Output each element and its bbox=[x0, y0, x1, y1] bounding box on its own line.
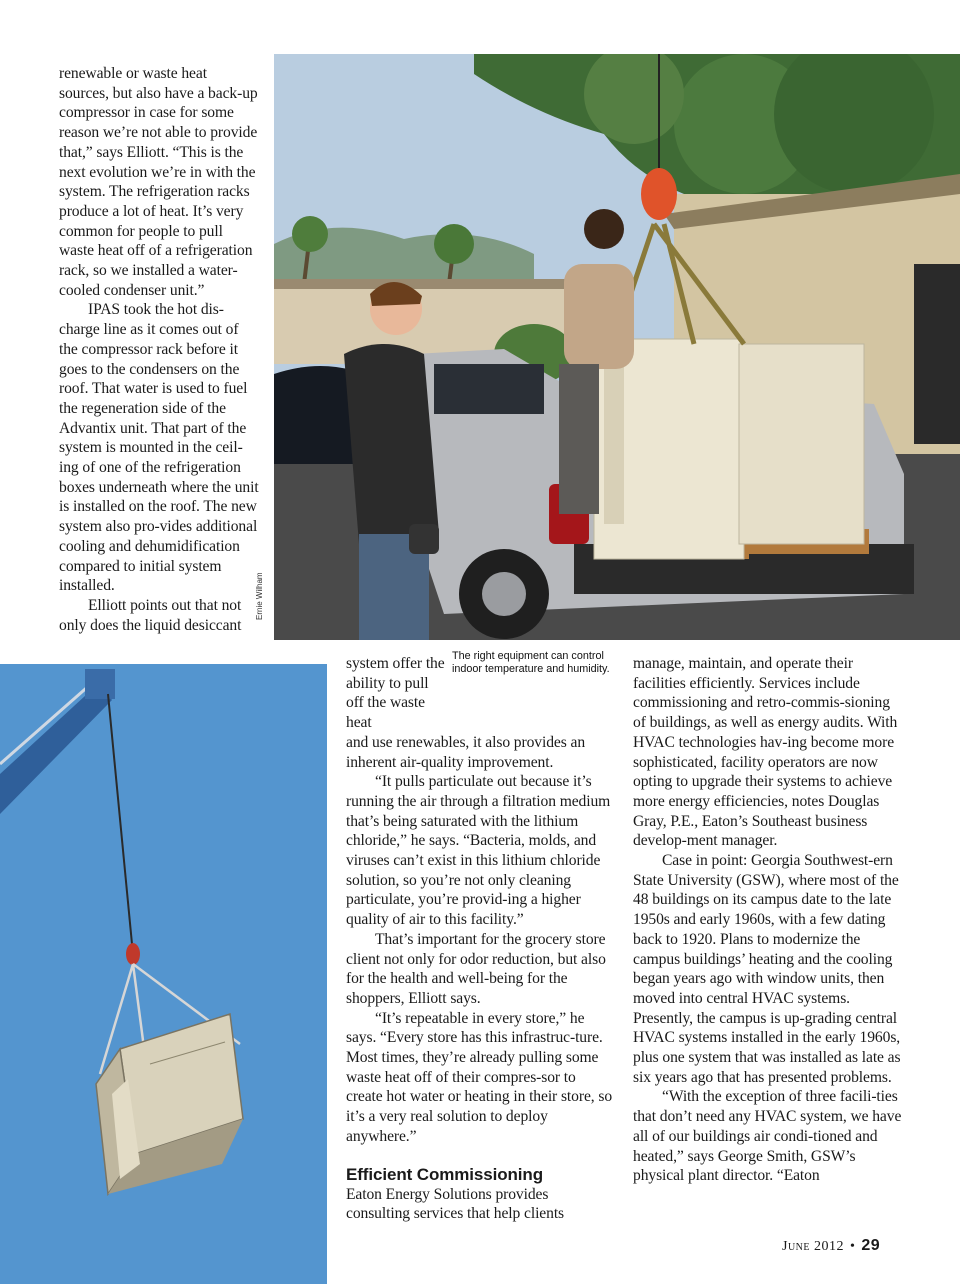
footer-separator: • bbox=[850, 1239, 856, 1254]
page-footer bbox=[782, 1237, 880, 1255]
middle-paragraph-1-start: system offer the ability to pull off the waste heat bbox=[346, 655, 445, 732]
photo-truck-loading bbox=[274, 54, 960, 640]
right-paragraph-1: manage, maintain, and operate their facilities efficiently. Services include commissioning and retro-commis-sioning of buildings, as well as energy audits. With HVAC technologies hav-ing become more sophisticated, facility operators are now opting to upgrade their systems to achieve more energy efficiencies, notes Douglas Gray, P.E., Eaton’s Southeast business develop-ment manager. bbox=[633, 655, 898, 850]
photo-caption: The right equipment can control indoor temperature and humidity. bbox=[452, 650, 610, 675]
left-paragraph-3: Elliott points out that not only does the liquid desiccant bbox=[59, 596, 242, 634]
middle-paragraph-5: Eaton Energy Solutions provides consulting services that help clients bbox=[346, 1185, 565, 1223]
photo-credit: Ernie Wilham bbox=[255, 572, 264, 620]
page-number: 29 bbox=[861, 1237, 881, 1254]
left-text-column bbox=[59, 64, 259, 635]
middle-paragraph-2: “It pulls particulate out because it’s running the air through a filtration medium that’s being saturated with the lithium chloride,” he says. “Bacteria, molds, and viruses can’t exist in this lithium chloride solution, so you’re not only cleaning particulate, you’re provid-ing a higher quality of air to this facility.” bbox=[346, 773, 611, 929]
middle-text-column bbox=[346, 654, 616, 1224]
middle-paragraph-3: That’s important for the grocery store client not only for odor reduction, but also for the health and well-being for the shoppers, Elliott says. bbox=[346, 930, 606, 1007]
left-paragraph-1: renewable or waste heat sources, but also have a back-up compressor in case for some reason we’re not able to provide that,” says Elliott. “This is the next evolution we’re in with the system. The refrigeration racks produce a lot of heat. It’s very common for people to pull waste heat off of a refrigeration rack, so we installed a water-cooled condenser unit.” bbox=[59, 65, 258, 299]
middle-paragraph-4: “It’s repeatable in every store,” he says. “Every store has this infrastruc-ture. Most times, they’re already pulling some waste heat off of their compres-sor to create hot water or heating in their store, so it’s a very real solution to deploy anywhere.” bbox=[346, 1009, 613, 1145]
section-subhead: Efficient Commissioning bbox=[346, 1164, 543, 1184]
middle-paragraph-1-rest: and use renewables, it also provides an inherent air-quality improvement. bbox=[346, 733, 586, 771]
photo-crane-lift bbox=[0, 664, 327, 1284]
left-paragraph-2: IPAS took the hot dis-charge line as it comes out of the compressor rack before it goes to the condensers on the roof. That water is used to fuel the regeneration side of the Advantix unit. That part of the system is mounted in the ceil-ing of one of the refrigeration boxes underneath where the unit is installed on the roof. The new system also pro-vides additional cooling and dehumidification compared to initial system installed. bbox=[59, 301, 259, 595]
right-text-column bbox=[633, 654, 905, 1186]
issue-date: June 2012 bbox=[782, 1239, 844, 1254]
right-paragraph-2: Case in point: Georgia Southwest-ern State University (GSW), where most of the 48 buildings on its campus date to the late 1950s and early 1960s, with a few dating back to 1920. Plans to modernize the campus buildings’ heating and the cooling began years ago with window units, then moved into central HVAC systems. Presently, the campus is up-grading central HVAC systems installed in the early 1960s, plus one system that was installed as late as six years ago that has presented problems. bbox=[633, 852, 901, 1086]
right-paragraph-3: “With the exception of three facili-ties that don’t need any HVAC system, we have all of our buildings air condi-tioned and heated,” says George Smith, GSW’s physical plant director. “Eaton bbox=[633, 1088, 902, 1185]
